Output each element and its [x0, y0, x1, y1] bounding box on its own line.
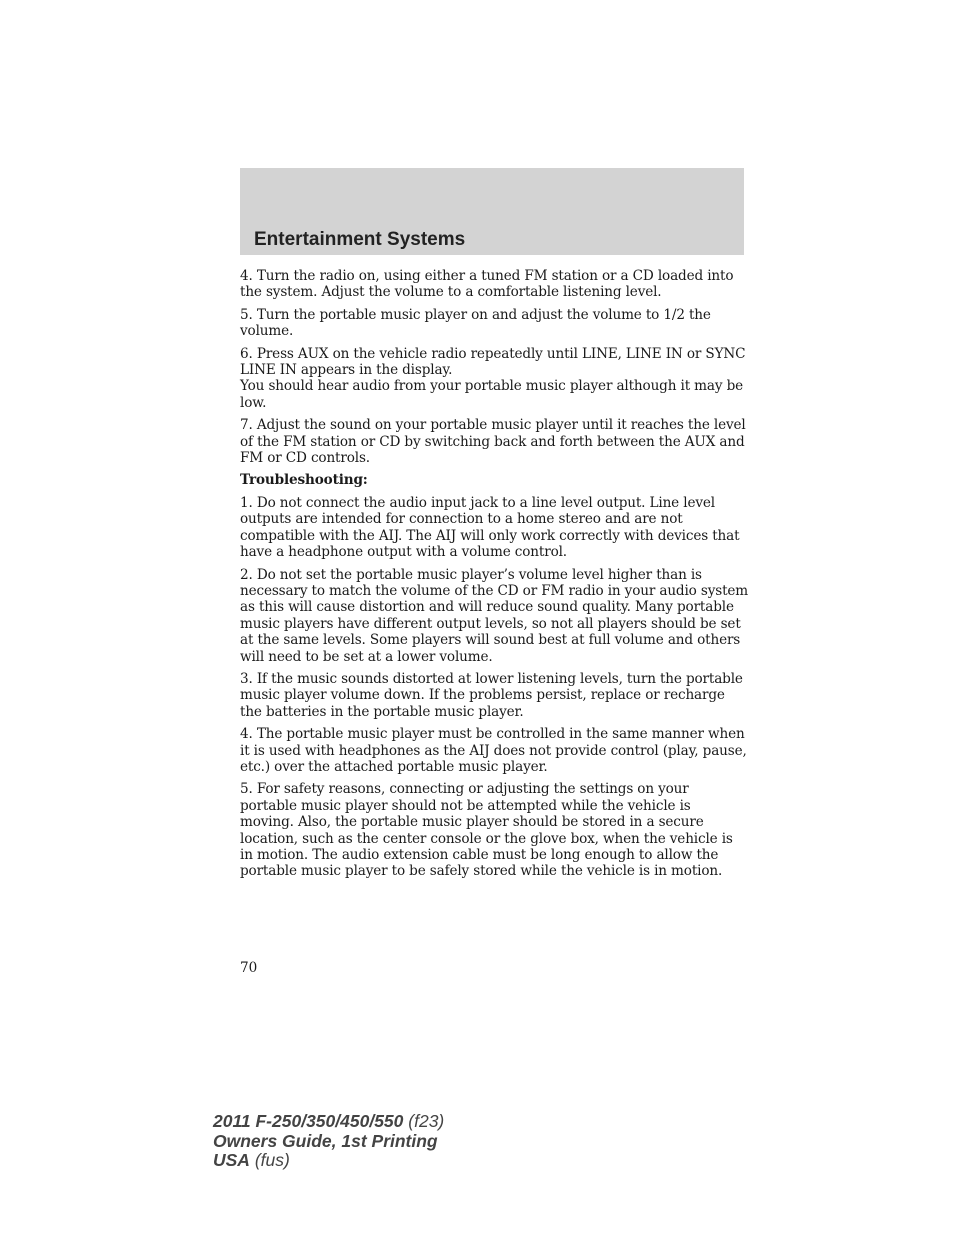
footer-market-code: (fus)	[254, 1150, 290, 1170]
troubleshooting-item-4: 4. The portable music player must be controlled in the same manner when it is used with headphones as the AIJ does not provide control (play, pause, etc.) over the attached portable music player.	[240, 726, 747, 775]
section-header-band	[240, 168, 744, 255]
footer-publication-info	[213, 1112, 444, 1171]
step-4-paragraph: 4. Turn the radio on, using either a tuned FM station or a CD loaded into the system. Adjust the volume to a comfortable listening level.	[240, 268, 734, 301]
step-5-paragraph: 5. Turn the portable music player on and adjust the volume to 1/2 the volume.	[240, 306, 711, 340]
footer-model: 2011 F-250/350/450/550	[213, 1111, 404, 1131]
body-text	[240, 268, 748, 886]
footer-model-code: (f23)	[408, 1111, 445, 1131]
section-title: Entertainment Systems	[254, 229, 466, 250]
footer-line-3	[213, 1151, 444, 1171]
footer-line-1	[213, 1112, 444, 1132]
page-number: 70	[240, 960, 258, 976]
footer-market: USA	[213, 1150, 250, 1170]
troubleshooting-item-1: 1. Do not connect the audio input jack to a line level output. Line level outputs are intended for connection to a home stereo and are not compatible with the AIJ. The AIJ will only work correctly with devices that have a headphone output with a volume control.	[240, 494, 740, 561]
footer-line-2: Owners Guide, 1st Printing	[213, 1130, 438, 1151]
step-6-note: You should hear audio from your portable music player although it may be low.	[240, 378, 744, 411]
troubleshooting-item-3: 3. If the music sounds distorted at lower listening levels, turn the portable music player volume down. If the problems persist, replace or recharge the batteries in the portable music player.	[240, 670, 743, 720]
troubleshooting-heading: Troubleshooting:	[240, 472, 368, 489]
step-7-paragraph: 7. Adjust the sound on your portable music player until it reaches the level of the FM station or CD by switching back and forth between the AUX and FM or CD controls.	[240, 417, 746, 467]
step-6-paragraph: 6. Press AUX on the vehicle radio repeatedly until LINE, LINE IN or SYNC LINE IN appears in the display.	[240, 345, 746, 379]
troubleshooting-item-2: 2. Do not set the portable music player’s volume level higher than is necessary to match the volume of the CD or FM radio in your audio system as this will cause distortion and will reduce sound quality. Many portable music players have different output levels, so not all players should be set at the same levels. Some players will sound best at full volume and others will need to be set at a lower volume.	[240, 566, 749, 665]
troubleshooting-item-5: 5. For safety reasons, connecting or adjusting the settings on your portable music player should not be attempted while the vehicle is moving. Also, the portable music player should be stored in a secure location, such as the center console or the glove box, when the vehicle is in motion. The audio extension cable must be long enough to allow the portable music player to be safely stored while the vehicle is in motion.	[240, 781, 733, 880]
